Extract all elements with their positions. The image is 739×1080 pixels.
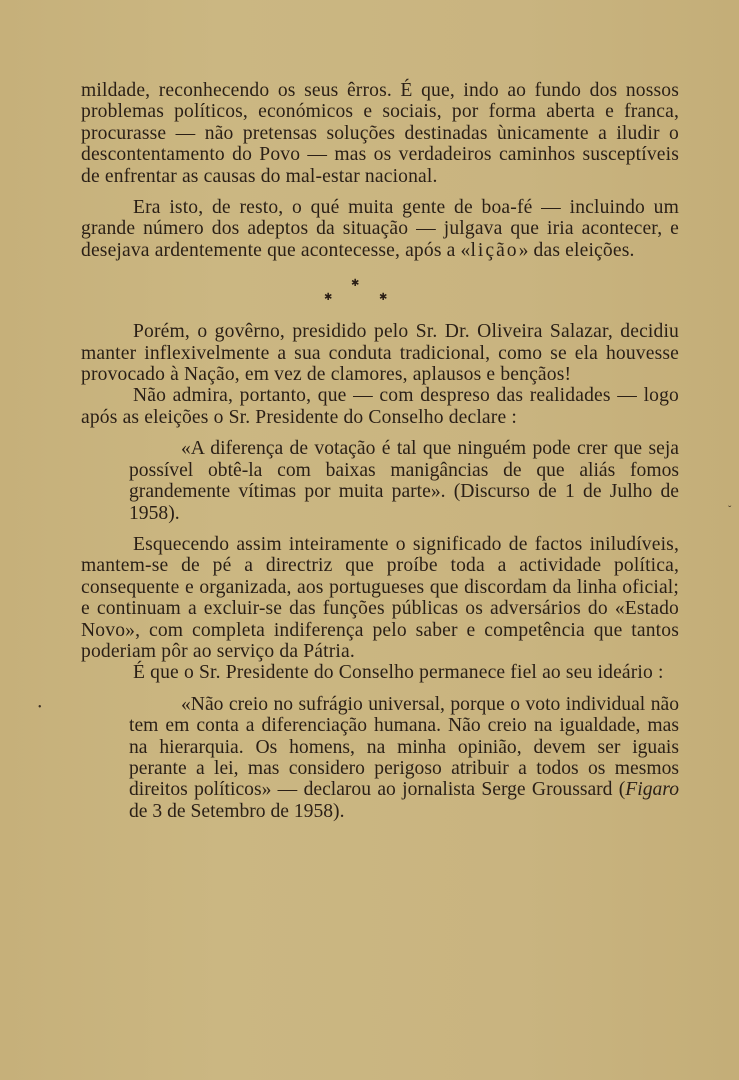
quote-1 <box>129 438 679 524</box>
paragraph-2 <box>81 197 679 261</box>
document-page <box>81 80 679 822</box>
paragraph-2-text: Era isto, de resto, o qué muita gente de boa-fé — incluindo um grande número dos adeptos da situação — julgava que iria acontecer, e desejava ardentemente que acontecesse, após a « <box>81 197 679 261</box>
quote-2-italic: Figaro <box>625 779 679 801</box>
paragraph-2-spaced-word: lição <box>470 239 519 261</box>
paragraph-5: Esquecendo assim inteiramente o significado de factos iniludíveis, mantem-se de pé a directriz que proíbe toda a actividade política, consequente e organizada, aos portugueses que discordam da linha oficial; e continuam a excluir-se das funções públicas os adversários do «Estado Novo», com completa indiferença pelo saber e competência que tantos poderiam pôr ao serviço da Pátria. <box>81 533 679 662</box>
quote-2-body <box>129 694 679 822</box>
scan-speck: ˇ <box>728 505 732 516</box>
paragraph-1: mildade, reconhecendo os seus êrros. É que, indo ao fundo dos nossos problemas políticos, económicos e sociais, por forma aberta e franca, procurasse — não pretensas soluções destinadas ùnicamente a iludir o descontentamento do Povo — mas os verdadeiros caminhos susceptíveis de enfrentar as causas do mal-estar nacional. <box>81 80 679 187</box>
quote-2-end: de 3 de Setembro de 1958). <box>129 800 345 822</box>
spacer <box>81 684 679 694</box>
section-break <box>81 261 679 321</box>
paragraph-2-end: » das eleições. <box>518 239 635 261</box>
section-break-star: ✱ <box>379 292 388 304</box>
quote-1-text: «A diferença de votação é tal que ninguém pode crer que seja possível obtê-la com baixas manigâncias de que aliás fomos grandemente vítimas por muita parte». (Discurso de 1 de Julho de 1958). <box>129 438 679 524</box>
quote-2 <box>129 694 679 822</box>
scan-speck: • <box>38 702 42 713</box>
paragraph-3: Porém, o govêrno, presidido pelo Sr. Dr. Oliveira Salazar, decidiu manter inflexivelmente a sua conduta tradicional, como se ela houvesse provocado à Nação, em vez de clamores, aplausos e bençãos! <box>81 321 679 386</box>
quote-2-text: «Não creio no sufrágio universal, porque o voto individual não tem em conta a diferenciação humana. Não creio na igualdade, mas na hierarquia. Os homens, na minha opinião, devem ser iguais perante a lei, mas considero perigoso atribuir a todos os mesmos direitos políticos» — declarou ao jornalista Serge Groussard ( <box>129 693 679 801</box>
section-break-star: ✱ <box>324 292 333 304</box>
spacer <box>81 428 679 438</box>
spacer <box>81 524 679 534</box>
paragraph-6: É que o Sr. Presidente do Conselho permanece fiel ao seu ideário : <box>133 662 664 684</box>
spacer <box>81 187 679 197</box>
paragraph-4: Não admira, portanto, que — com despreso das realidades — logo após as eleições o Sr. Presidente do Conselho declare : <box>81 385 679 428</box>
section-break-star: ✱ <box>351 278 360 290</box>
